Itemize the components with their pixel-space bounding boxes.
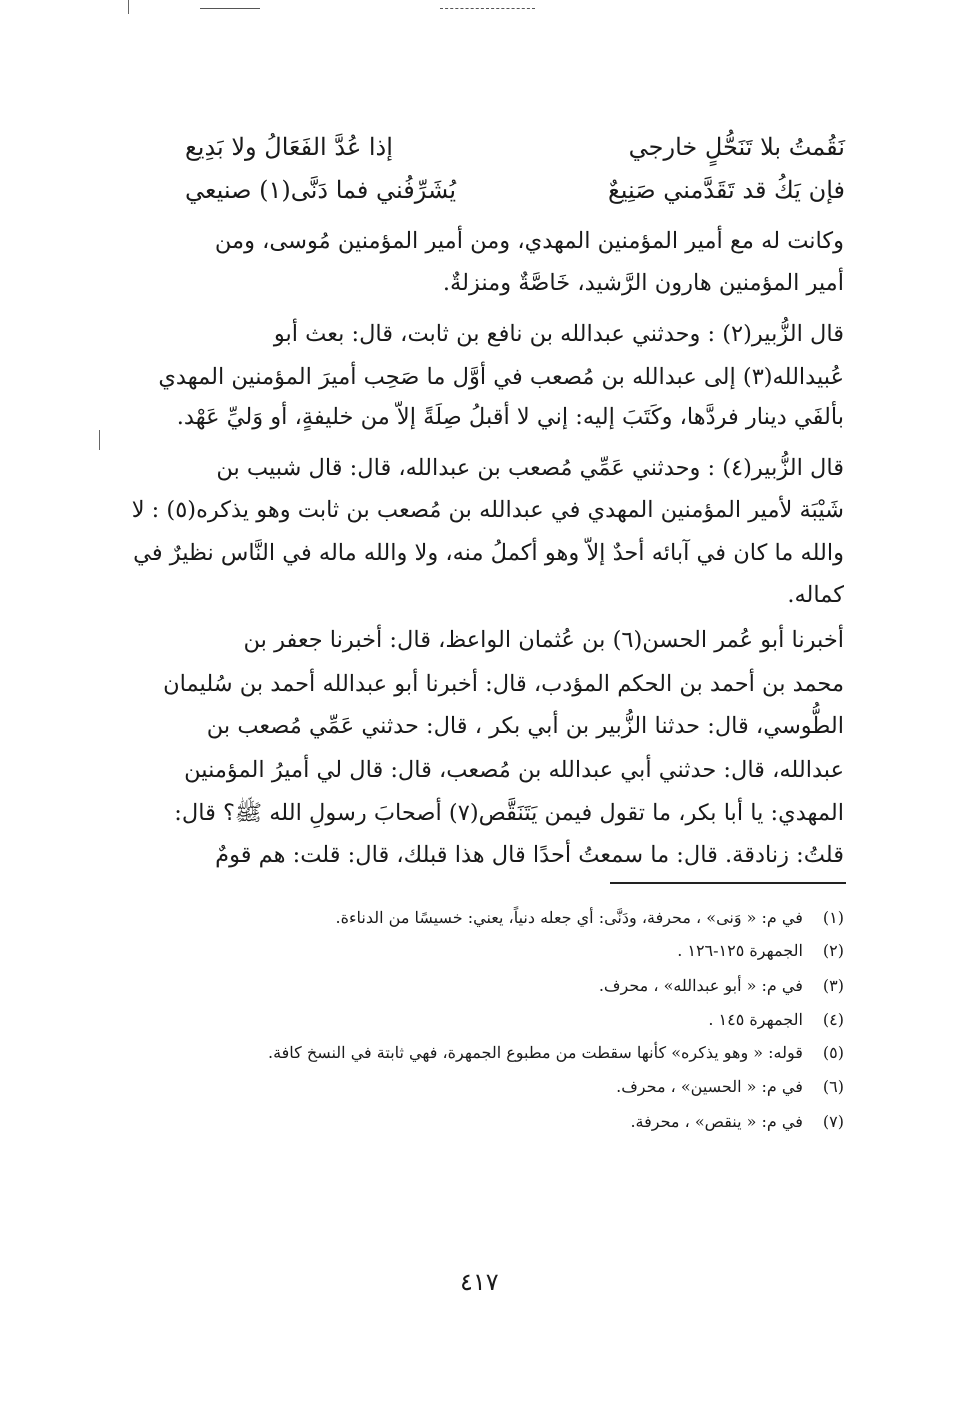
main-text	[131, 0, 844, 880]
footnote	[708, 1010, 844, 1029]
verse-second-hemistich: يُشَرِّفُني فما دَنَّى(١) صنيعي	[185, 176, 457, 204]
page-number: ٤١٧	[460, 1268, 499, 1296]
footnote-number: (١)	[822, 908, 844, 927]
footnote	[599, 976, 844, 995]
text-line: عبدالله، قال: حدثني أبي عبدالله بن مُصعب، قال: قال لي أميرُ المؤمنين	[184, 757, 844, 783]
verse-first-hemistich: فإن يَكُ قد تَقَدَّمني صَنِيعٌ	[607, 176, 845, 204]
footnote-number: (٢)	[822, 941, 844, 960]
verse-second-hemistich: إذا عُدَّ الفَعَالُ ولا بَدِيع	[185, 133, 393, 161]
footnote-number: (٤)	[822, 1010, 844, 1029]
text-line: كماله.	[787, 582, 844, 608]
verse-first-hemistich: نَقُمتُ بلا تَنَحُّلٍ خارجي	[628, 133, 845, 161]
footnote	[630, 1112, 844, 1131]
text-line: قال الزُّبير(٤) : وحدثني عَمِّي مُصعب بن عبدالله، قال: قال شبيب بن	[216, 455, 844, 481]
text-line: شَيْبَة لأمير المؤمنين المهدي في عبدالله بن مُصعب بن ثابت وهو يذكره(٥) : لا	[131, 497, 844, 523]
footnote-text: في م: « وَنى» ، محرفة، ودَنَّى: أي جعله دنياً، يعني: خسيسًا من الدناءة.	[335, 908, 803, 927]
text-line: والله ما كان في آبائه أحدٌ إلاّ وهو أكملُ منه، ولا والله ماله في النَّاس نظيرٌ في	[133, 540, 844, 566]
text-line: قال الزُّبير(٢) : وحدثني عبدالله بن نافع بن ثابت، قال: بعث أبو	[273, 321, 844, 347]
footnote-text: الجمهرة ١٢٥-١٢٦ .	[677, 941, 803, 960]
text-line: قلتُ: زنادقة. قال: ما سمعتُ أحدًا قال هذا قبلك، قال: قلت: هم قومٌ	[215, 842, 844, 868]
footnote-separator	[610, 882, 846, 884]
footnote	[268, 1043, 844, 1062]
footnote-number: (٧)	[822, 1112, 844, 1131]
footnote-text: الجمهرة ١٤٥ .	[708, 1010, 803, 1029]
text-line: أمير المؤمنين هارون الرَّشيد، خَاصَّةٌ ومنزلةٌ.	[442, 270, 844, 296]
footnote-text: في م: « أبو عبدالله» ، محرف.	[598, 976, 803, 995]
footnote-number: (٥)	[822, 1043, 844, 1062]
footnote	[677, 941, 844, 960]
text-line: عُبيدالله(٣) إلى عبدالله بن مُصعب في أوَّل ما صَحِب أميرَ المؤمنين المهدي	[158, 364, 844, 390]
footnote-text: قوله: « وهو يذكره» كأنها سقطت من مطبوع الجمهرة، فهي ثابتة في النسخ كافة.	[267, 1043, 803, 1062]
text-line: وكانت له مع أمير المؤمنين المهدي، ومن أمير المؤمنين مُوسى، ومن	[214, 228, 844, 254]
text-line: بألفَي دينار فردَّها، وكَتَبَ إليه: إني لا أقبلُ صِلَةً إلاّ من خليفةٍ، أو وَليِّ عَهْد.	[176, 404, 844, 430]
text-line: أخبرنا أبو عُمر الحسن(٦) بن عُثمان الواعظ، قال: أخبرنا جعفر بن	[243, 627, 844, 653]
text-line: الطُّوسي، قال: حدثنا الزُّبير بن أبي بكر ، قال: حدثني عَمِّي مُصعب بن	[206, 713, 844, 739]
footnote	[616, 1077, 844, 1096]
footnote	[336, 908, 844, 927]
scan-tick	[128, 0, 129, 14]
text-line: المهدي: يا أبا بكر، ما تقول فيمن يَتَنَقَّص(٧) أصحابَ رسولِ الله ﷺ؟ قال:	[174, 800, 844, 826]
footnote-text: في م: « الحسين» ، محرف.	[616, 1077, 803, 1096]
footnote-text: في م: « ينقص» ، محرفة.	[630, 1112, 803, 1131]
footnote-number: (٦)	[822, 1077, 844, 1096]
scan-tick	[99, 430, 100, 450]
footnote-number: (٣)	[822, 976, 844, 995]
text-line: محمد بن أحمد بن الحكم المؤدب، قال: أخبرنا أبو عبدالله أحمد بن سُليمان	[163, 671, 844, 697]
